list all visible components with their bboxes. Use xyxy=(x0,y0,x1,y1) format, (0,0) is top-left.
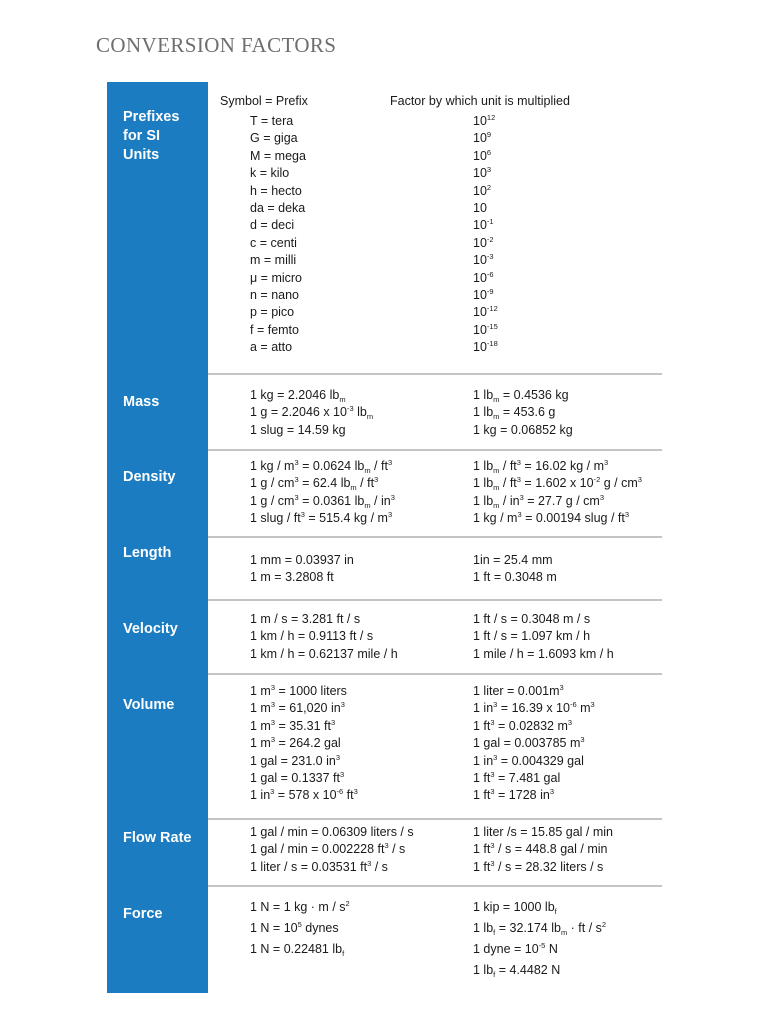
conversion-entry: c = centi xyxy=(250,235,297,250)
section-divider xyxy=(208,536,662,538)
section-label-force: Force xyxy=(123,906,163,922)
conversion-entry: p = pico xyxy=(250,305,295,320)
conversion-entry: 1 $lb_f = 32.174$ $lb_m$ · ft / $s^2$ xyxy=(473,920,607,937)
velocity-right-list xyxy=(473,611,614,663)
conversion-entry: 1 $ft^3 / s = 28.32$ liters / s xyxy=(473,858,604,874)
conversion-entry: $10^{-9}$ xyxy=(473,286,494,302)
conversion-entry: 1 gal = 0.003785 $m^3$ xyxy=(473,735,585,751)
section-divider xyxy=(208,885,662,887)
conversion-entry: 1 m / s = 3.281 ft / s xyxy=(250,612,361,626)
conversion-entry: h = hecto xyxy=(250,183,302,198)
conversion-entry: $10^3$ xyxy=(473,165,492,181)
conversion-entry: 1 $lb_f = 4.4482$ N xyxy=(473,963,561,979)
conversion-entry: 1 $ft^3 = 1728$ $in^3$ xyxy=(473,787,554,803)
velocity-left-list xyxy=(250,611,398,663)
conversion-entry: 1 gal / min = 0.06309 liters / s xyxy=(250,825,414,839)
conversion-entry: 1 liter / s = 0.03531 $ft^3$ / s xyxy=(250,858,388,874)
conversion-entry: 1 $lb_m / ft^3 = 16.02$ kg / $m^3$ xyxy=(473,458,609,475)
conversion-entry: μ = micro xyxy=(250,270,303,285)
section-divider xyxy=(208,673,662,675)
density-left-list xyxy=(250,458,395,528)
conversion-entry: G = giga xyxy=(250,131,298,146)
conversion-entry: 1 N = 1 kg · m / $s^2$ xyxy=(250,899,350,914)
conversion-entry: 10 xyxy=(473,200,487,215)
conversion-entry: 1 $ft^3 / s = 448.8$ gal / min xyxy=(473,841,608,857)
conversion-entry: $10^{12}$ xyxy=(473,113,496,128)
section-label-volume: Volume xyxy=(123,697,175,713)
conversion-entry: 1 liter = $0.001m^3$ xyxy=(473,683,564,698)
conversion-entry: 1 $lb_m / in^3 = 27.7$ g / $cm^3$ xyxy=(473,492,604,510)
conversion-entry: 1 $g / cm^3 = 0.0361$ $lb_m / in^3$ xyxy=(250,492,395,510)
conversion-entry: m = milli xyxy=(250,253,297,268)
section-label-velocity: Velocity xyxy=(123,621,178,637)
conversion-entry: $10^9$ xyxy=(473,130,492,146)
section-label-density: Density xyxy=(123,469,176,485)
conversion-entry: 1 gal = 0.1337 $ft^3$ xyxy=(250,769,345,785)
conversion-entry: 1 ft / s = 1.097 km / h xyxy=(473,629,591,644)
conversion-entry: 1 ft / s = 0.3048 m / s xyxy=(473,612,591,626)
conversion-entry: 1 dyne = $10^{-5}$ N xyxy=(473,941,558,956)
section-label-length: Length xyxy=(123,545,172,561)
conversion-entry: $10^6$ xyxy=(473,147,492,163)
conversion-entry: 1 kg = 2.2046 $lb_m$ xyxy=(250,388,346,404)
conversion-entry: 1 kip = 1000 $lb_f$ xyxy=(473,900,557,916)
conversion-entry: 1 g = 2.2046 x $10^{-3}$ $lb_m$ xyxy=(250,404,374,422)
conversion-entry: 1 $in^3 = 16.39$ x $10^{-6}$ $m^3$ xyxy=(473,700,595,716)
density-right-list xyxy=(473,458,642,528)
conversion-entry: 1 $m^3 = 61,020$ $in^3$ xyxy=(250,700,345,716)
conversion-entry: 1 km / h = 0.62137 mile / h xyxy=(250,646,398,661)
conversion-entry: 1 slug = 14.59 kg xyxy=(250,422,346,437)
conversion-entry: 1 ft = 0.3048 m xyxy=(473,570,557,585)
conversion-entry: 1 $m^3 = 1000$ liters xyxy=(250,683,347,698)
conversion-entry: 1 N = 0.22481 $lb_f$ xyxy=(250,942,345,958)
conversion-entry: a = atto xyxy=(250,340,293,355)
conversion-entry: 1 mm = 0.03937 in xyxy=(250,553,354,567)
conversion-entry: $10^{-15}$ xyxy=(473,321,498,337)
prefix-factor-list xyxy=(473,113,498,356)
header-symbol-prefix: Symbol = Prefix xyxy=(220,94,308,108)
volume-left-list xyxy=(250,683,358,805)
conversion-entry: 1 kg / $m^3 = 0.00194$ slug / $ft^3$ xyxy=(473,510,630,526)
conversion-entry: d = deci xyxy=(250,218,295,233)
prefix-symbol-list xyxy=(250,113,306,356)
mass-right-list xyxy=(473,387,573,439)
force-right-list xyxy=(473,897,606,981)
sidebar-band xyxy=(107,82,208,993)
conversion-entry: 1 kg = 0.06852 kg xyxy=(473,422,573,437)
conversion-entry: T = tera xyxy=(250,114,294,128)
force-left-list xyxy=(250,897,350,960)
section-divider xyxy=(208,599,662,601)
conversion-entry: $10^{-3}$ xyxy=(473,252,494,268)
conversion-entry: $10^{-12}$ xyxy=(473,304,498,320)
conversion-entry: 1 kg / $m^3 = 0.0624$ $lb_m / ft^3$ xyxy=(250,458,393,475)
conversion-entry: 1 gal / min = 0.002228 $ft^3$ / s xyxy=(250,841,406,857)
conversion-entry: 1 gal = 231.0 $in^3$ xyxy=(250,752,341,768)
length-left-list xyxy=(250,552,354,587)
conversion-entry: f = femto xyxy=(250,322,299,337)
flow-rate-left-list xyxy=(250,824,414,876)
conversion-entry: 1 $m^3 = 35.31$ $ft^3$ xyxy=(250,717,336,733)
conversion-entry: 1in = 25.4 mm xyxy=(473,553,553,567)
section-divider xyxy=(208,449,662,451)
conversion-entry: k = kilo xyxy=(250,166,290,181)
section-label-mass: Mass xyxy=(123,394,160,410)
conversion-entry: 1 $N = 10^5$ dynes xyxy=(250,920,339,935)
conversion-entry: $10^{-18}$ xyxy=(473,339,498,355)
conversion-entry: 1 mile / h = 1.6093 km / h xyxy=(473,646,614,661)
conversion-entry: 1 m = 3.2808 ft xyxy=(250,570,334,585)
conversion-entry: $10^{-1}$ xyxy=(473,217,494,233)
conversion-entry: M = mega xyxy=(250,148,306,163)
length-right-list xyxy=(473,552,557,587)
conversion-entry: 1 km / h = 0.9113 ft / s xyxy=(250,629,374,644)
volume-right-list xyxy=(473,683,595,805)
conversion-entry: 1 $ft^3 = 7.481$ gal xyxy=(473,769,561,785)
section-divider xyxy=(208,818,662,820)
section-label-flow-rate: Flow Rate xyxy=(123,830,192,846)
page-title: CONVERSION FACTORS xyxy=(96,33,337,57)
mass-left-list xyxy=(250,387,373,439)
conversion-entry: $10^{-2}$ xyxy=(473,234,494,250)
conversion-entry: 1 $g / cm^3 = 62.4$ $lb_m / ft^3$ xyxy=(250,475,379,493)
header-factor: Factor by which unit is multiplied xyxy=(390,94,570,108)
conversion-entry: 1 $ft^3 = 0.02832$ $m^3$ xyxy=(473,717,573,733)
conversion-entry: 1 $lb_m = 453.6$ g xyxy=(473,405,556,422)
conversion-entry: 1 $lb_m / ft^3 = 1.602$ x $10^{-2}$ g / $cm^3$ xyxy=(473,475,642,493)
conversion-entry: 1 $in^3 = 0.004329$ gal xyxy=(473,752,584,768)
conversion-entry: n = nano xyxy=(250,287,300,302)
conversion-entry: 1 $in^3 = 578$ x $10^{-6}$ $ft^3$ xyxy=(250,787,358,803)
conversion-entry: 1 $m^3 = 264.2$ gal xyxy=(250,735,341,751)
section-label-prefixes: Prefixes for SI Units xyxy=(123,109,180,163)
conversion-entry: 1 $lb_m = 0.4536$ kg xyxy=(473,388,569,404)
conversion-entry: 1 slug / $ft^3 = 515.4$ kg / $m^3$ xyxy=(250,510,393,526)
conversion-entry: da = deka xyxy=(250,200,306,215)
conversion-entry: $10^2$ xyxy=(473,182,492,198)
flow-rate-right-list xyxy=(473,824,613,876)
section-divider xyxy=(208,373,662,375)
conversion-entry: $10^{-6}$ xyxy=(473,269,494,285)
conversion-entry: 1 liter /s = 15.85 gal / min xyxy=(473,825,614,839)
